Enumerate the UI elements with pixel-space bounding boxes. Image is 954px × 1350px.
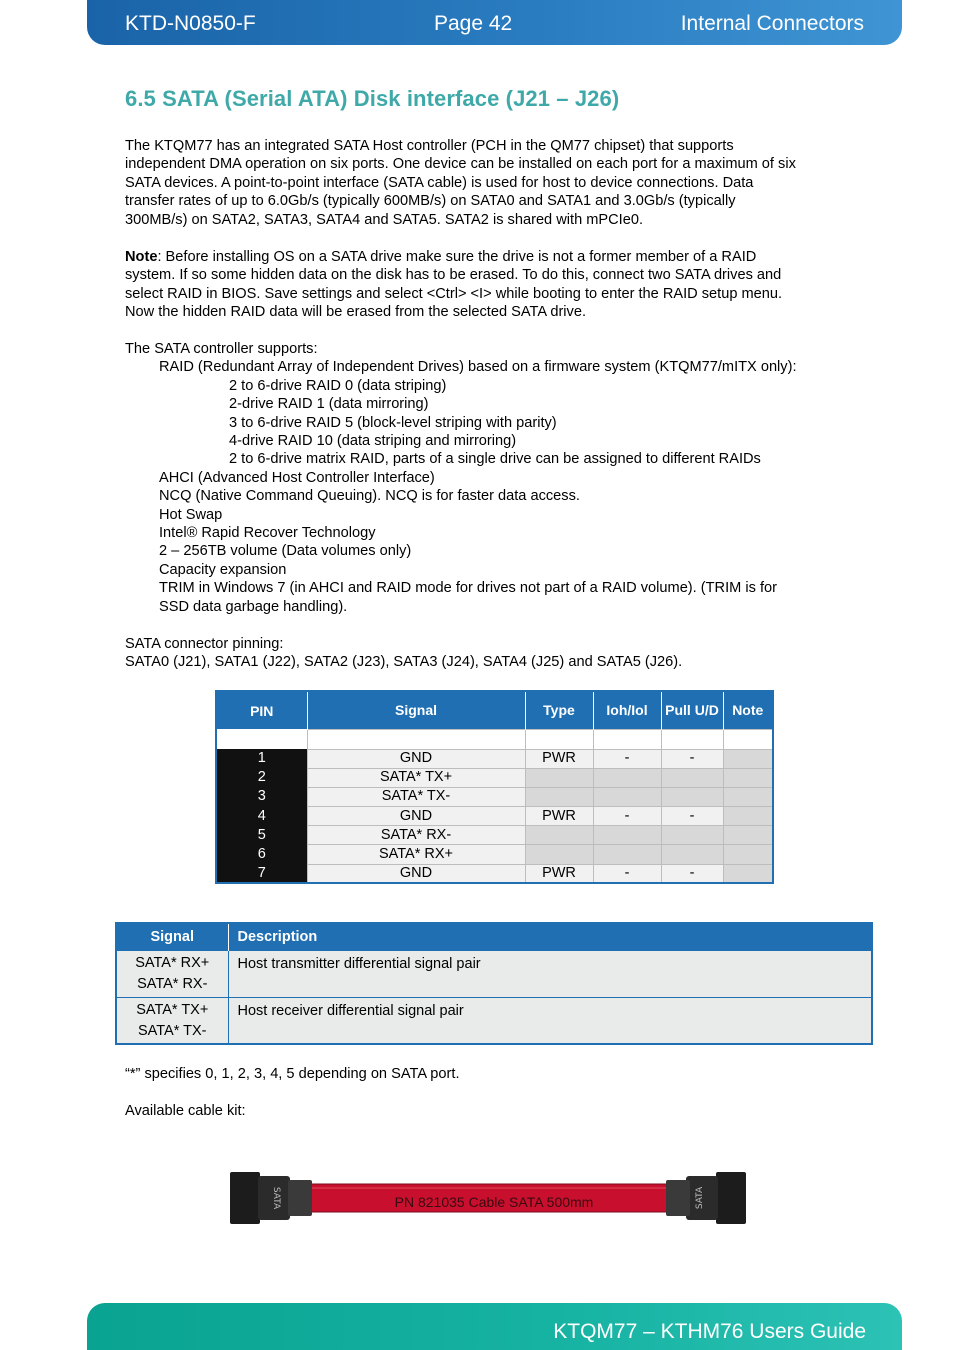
signal-cell [116,950,228,997]
list-item: AHCI (Advanced Host Controller Interface) [159,469,435,486]
list-item: Intel® Rapid Recover Technology [159,525,376,542]
intro-line: SATA devices. A point-to-point interface (SATA cable) is used for host to device connections. Data [125,174,754,191]
page-header [87,0,902,45]
note-line: system. If so some hidden data on the disk has to be erased. To do this, connect two SATA drives and [125,267,782,284]
supports-heading: The SATA controller supports: [125,341,318,357]
ioh-cell: - [593,864,661,883]
list-item: Hot Swap [159,506,223,523]
list-item: NCQ (Native Command Queuing). NCQ is for faster data access. [159,488,580,505]
list-item: 2 to 6-drive matrix RAID, parts of a single drive can be assigned to different RAIDs [229,451,761,468]
page-number: Page 42 [434,12,513,35]
supports-list [125,340,797,616]
pin-number: 6 [216,845,307,864]
table-row [116,997,872,1044]
pin-number: 2 [216,768,307,787]
table-row [216,807,773,826]
ioh-cell [593,768,661,787]
sata-cable-image [230,1170,746,1226]
section-title: 6.5 SATA (Serial ATA) Disk interface (J21 – J26) [125,86,620,111]
note-label: Note [125,249,158,265]
table-row [216,845,773,864]
table-row [116,950,872,997]
list-item: TRIM in Windows 7 (in AHCI and RAID mode for drives not part of a RAID volume). (TRIM is for [159,580,777,597]
note-cell [723,787,773,806]
signal-name: SATA* RX- [137,975,208,992]
list-item: SSD data garbage handling). [159,598,348,615]
signal-cell: GND [307,864,525,883]
pin-number: 1 [216,749,307,768]
note-cell [723,845,773,864]
list-item: 4-drive RAID 10 (data striping and mirroring) [229,433,517,450]
signal-cell: SATA* RX+ [307,845,525,864]
note-cell [723,749,773,768]
col-header-type: Type [525,691,593,729]
signal-cell: SATA* TX- [307,787,525,806]
pull-cell: - [661,864,723,883]
table-row [216,826,773,845]
intro-line: transfer rates of up to 6.0Gb/s (typically 600MB/s) on SATA0 and SATA1 and 3.0Gb/s (typically [125,193,736,210]
type-cell: PWR [525,807,593,826]
signal-cell: GND [307,749,525,768]
ioh-cell [593,787,661,806]
pin-number: 3 [216,787,307,806]
col-header-pull: Pull U/D [661,691,723,729]
table-row [216,787,773,806]
note-cell [723,807,773,826]
list-item: 2 – 256TB volume (Data volumes only) [159,543,412,560]
note-line: Now the hidden RAID data will be erased from the selected SATA drive. [125,304,587,321]
ioh-cell [593,845,661,864]
ioh-cell [593,826,661,845]
pin-number: 4 [216,807,307,826]
pull-cell: - [661,749,723,768]
list-item: Capacity expansion [159,561,287,578]
signal-name: SATA* TX+ [136,1001,209,1018]
table-row [216,864,773,883]
intro-line: independent DMA operation on six ports. One device can be installed on each port for a maximum of six [125,156,796,173]
note-line: : Before installing OS on a SATA drive make sure the drive is not a former member of a RAID [157,249,757,265]
col-header-description: Description [228,923,872,950]
list-item: 2 to 6-drive RAID 0 (data striping) [229,377,447,394]
pin-table [215,690,774,884]
port-note: “*” specifies 0, 1, 2, 3, 4, 5 depending on SATA port. [125,1066,460,1082]
col-header-ioh: Ioh/Iol [593,691,661,729]
cable-heading: Available cable kit: [125,1103,246,1119]
pin-number: 5 [216,826,307,845]
intro-line: 300MB/s) on SATA2, SATA3, SATA4 and SATA5. SATA2 is shared with mPCIe0. [125,211,644,228]
pinning-paragraph [125,635,682,672]
pin-number: 7 [216,864,307,883]
guide-title: KTQM77 – KTHM76 Users Guide [553,1320,866,1343]
cable-label: PN 821035 Cable SATA 500mm [394,1194,594,1210]
doc-id: KTD-N0850-F [125,12,256,35]
page-footer [87,1303,902,1350]
type-cell [525,826,593,845]
description-cell: Host transmitter differential signal pair [228,950,872,997]
ioh-cell: - [593,749,661,768]
table-row [216,768,773,787]
type-cell: PWR [525,749,593,768]
col-header-signal: Signal [307,691,525,729]
signal-cell: SATA* RX- [307,826,525,845]
type-cell: PWR [525,864,593,883]
signal-cell: SATA* TX+ [307,768,525,787]
pinning-heading: SATA connector pinning: [125,636,284,652]
list-item: RAID (Redundant Array of Independent Drives) based on a firmware system (KTQM77/mITX only): [159,359,797,376]
description-cell: Host receiver differential signal pair [228,997,872,1044]
col-header-signal: Signal [116,923,228,950]
pinning-ports: SATA0 (J21), SATA1 (J22), SATA2 (J23), SATA3 (J24), SATA4 (J25) and SATA5 (J26). [125,654,683,671]
connector-image-top [216,729,307,749]
signal-name: SATA* RX+ [135,954,210,971]
connector-label: SATA [695,1186,705,1210]
signal-description-table [115,922,873,1045]
pull-cell [661,787,723,806]
pull-cell [661,768,723,787]
type-cell [525,787,593,806]
pull-cell [661,845,723,864]
list-item: 3 to 6-drive RAID 5 (block-level striping with parity) [229,414,557,431]
table-row [216,749,773,768]
left-connector [230,1172,312,1224]
right-connector [666,1172,746,1224]
note-paragraph [125,248,782,322]
pull-cell: - [661,807,723,826]
note-cell [723,826,773,845]
signal-name: SATA* TX- [138,1022,207,1039]
list-item: 2-drive RAID 1 (data mirroring) [229,396,429,413]
col-header-note: Note [723,691,773,729]
ioh-cell: - [593,807,661,826]
section-name: Internal Connectors [680,12,864,35]
signal-cell [116,997,228,1044]
type-cell [525,845,593,864]
connector-label: SATA [271,1186,281,1210]
note-cell [723,768,773,787]
intro-line: The KTQM77 has an integrated SATA Host controller (PCH in the QM77 chipset) that supports [125,138,734,154]
note-cell [723,864,773,883]
pull-cell [661,826,723,845]
type-cell [525,768,593,787]
col-header-pin: PIN [216,691,307,729]
signal-cell: GND [307,807,525,826]
intro-paragraph [125,137,796,229]
note-line: select RAID in BIOS. Save settings and select <Ctrl> <I> while booting to enter the RAID setup menu. [125,285,783,302]
